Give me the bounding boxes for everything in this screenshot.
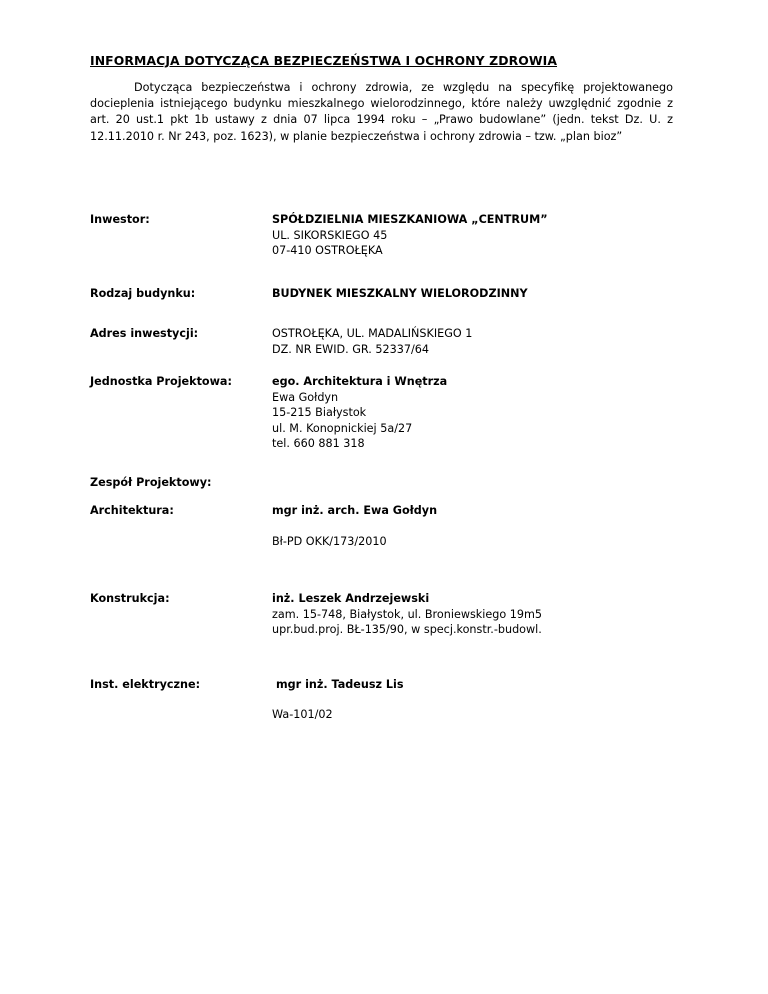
- investor-city: 07-410 OSTROŁĘKA: [272, 244, 383, 257]
- design-unit-city: 15-215 Białystok: [272, 406, 367, 419]
- intro-paragraph: Dotycząca bezpieczeństwa i ochrony zdrowia, ze względu na specyfikę projektowanego docieplenia istniejącego budynku mieszkalnego wielorodzinnego, które należy uwzględnić zgodnie z art. 20 ust.1 pkt 1b ustawy z dnia 07 lipca 1994 roku – „Prawo budowlane” (jedn. tekst Dz. U. z 12.11.2010 r. Nr 243, poz. 1623), w planie bezpieczeństwa i ochrony zdrowia – tzw. „plan bioz”: [90, 81, 673, 143]
- design-unit-label: Jednostka Projektowa:: [90, 375, 232, 388]
- investment-address-value: [272, 326, 692, 357]
- structure-address: zam. 15-748, Białystok, ul. Broniewskiego 19m5: [272, 607, 543, 621]
- design-unit-phone: tel. 660 881 318: [272, 437, 365, 450]
- investment-address-line2: DZ. NR EWID. GR. 52337/64: [272, 342, 429, 356]
- investor-label: Inwestor:: [90, 213, 150, 226]
- architecture-name: mgr inż. arch. Ewa Gołdyn: [272, 504, 438, 517]
- structure-label: Konstrukcja:: [90, 592, 170, 605]
- design-unit-person: Ewa Gołdyn: [272, 390, 339, 404]
- electrical-name: mgr inż. Tadeusz Lis: [276, 678, 404, 691]
- electrical-label: Inst. elektryczne:: [90, 678, 201, 691]
- design-unit-street: ul. M. Konopnickiej 5a/27: [272, 421, 413, 435]
- document-title: INFORMACJA DOTYCZĄCA BEZPIECZEŃSTWA I OCHRONY ZDROWIA: [90, 53, 558, 68]
- electrical-license: Wa-101/02: [272, 708, 333, 721]
- investor-street: UL. SIKORSKIEGO 45: [272, 228, 388, 242]
- investment-address-line1: OSTROŁĘKA, UL. MADALIŃSKIEGO 1: [272, 327, 473, 340]
- architecture-license: Bł-PD OKK/173/2010: [272, 535, 387, 548]
- design-team-label: Zespół Projektowy:: [90, 476, 212, 489]
- building-type-text: BUDYNEK MIESZKALNY WIELORODZINNY: [272, 287, 528, 300]
- design-unit-name: ego. Architektura i Wnętrza: [272, 375, 448, 388]
- electrical-value: [276, 677, 696, 693]
- architecture-label: Architektura:: [90, 504, 174, 517]
- investor-name: SPÓŁDZIELNIA MIESZKANIOWA „CENTRUM”: [272, 213, 548, 226]
- structure-license: upr.bud.proj. BŁ-135/90, w specj.konstr.-budowl.: [272, 623, 542, 636]
- structure-name: inż. Leszek Andrzejewski: [272, 592, 430, 605]
- architecture-value: [272, 503, 692, 519]
- structure-value: [272, 591, 692, 638]
- investor-value: [272, 212, 692, 259]
- building-type-value: [272, 286, 692, 302]
- design-unit-value: [272, 374, 692, 452]
- building-type-label: Rodzaj budynku:: [90, 287, 196, 300]
- investment-address-label: Adres inwestycji:: [90, 327, 199, 340]
